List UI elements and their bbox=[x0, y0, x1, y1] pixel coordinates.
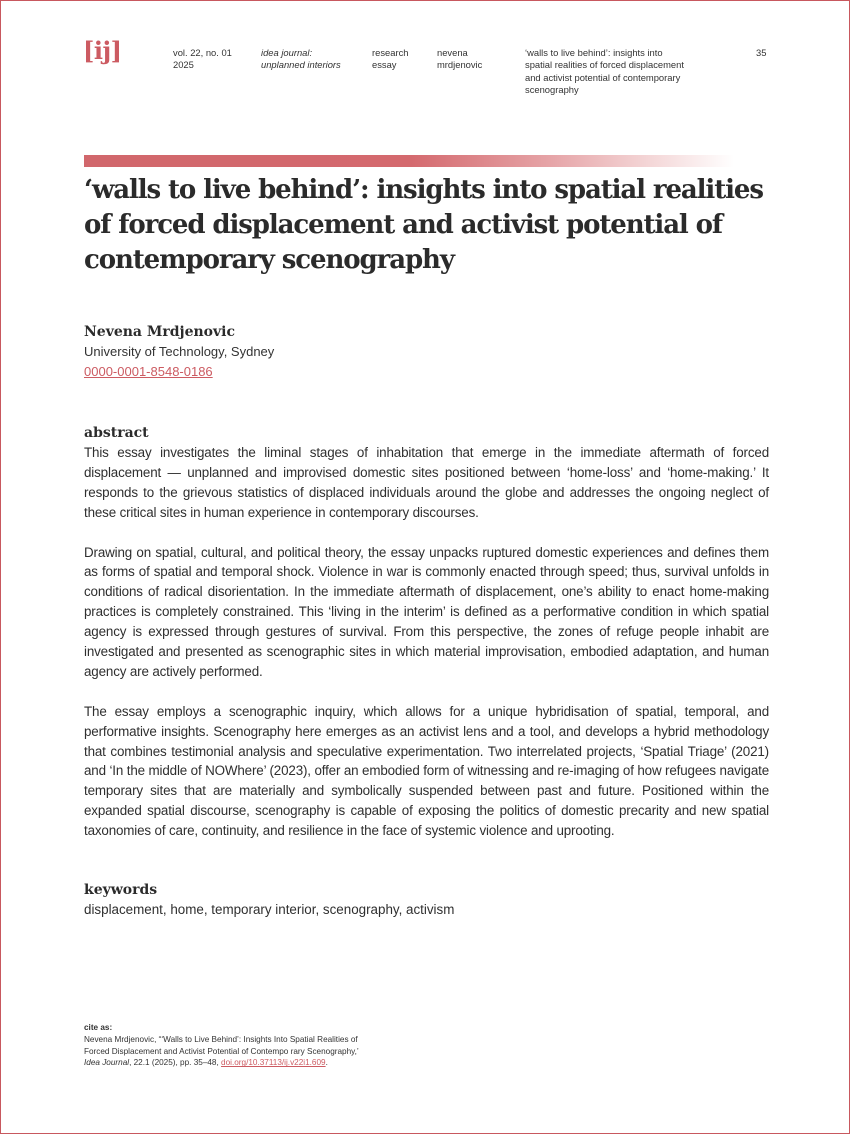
abstract-paragraph: The essay employs a scenographic inquiry, which allows for a unique hybridisation of spatial, temporal, and performative insights. Scenography here emerges as an activist lens and a tool, and develops a hybrid methodology that combines testimonial analysis and speculative experimentation. Two interrelated projects, ‘Spatial Triage’ (2021) and ‘In the middle of NOWhere’ (2023), offer an embodied form of witnessing and re-imaging of how refugees navigate temporary sites that are materially and symbolically suspended between past and future. Positioned within the expanded spatial discourse, scenography is capable of exposing the politics of domestic precarity and new spatial taxonomies of care, continuity, and resilience in the face of systemic violence and uprooting. bbox=[84, 703, 769, 839]
doi-link[interactable]: doi.org/10.37113/ij.v22i1.609 bbox=[221, 1058, 326, 1068]
citation-line: Forced Displacement and Activist Potential of Contempo rary Scenography,’ bbox=[84, 1046, 359, 1056]
article-type bbox=[372, 47, 408, 72]
journal-name-line: unplanned interiors bbox=[261, 59, 341, 71]
accent-bar bbox=[84, 155, 734, 167]
header-author bbox=[437, 47, 482, 72]
page-number: 35 bbox=[756, 47, 767, 58]
short-title-line: scenography bbox=[525, 84, 579, 96]
keywords-heading: keywords bbox=[84, 882, 158, 898]
short-title-line: ‘walls to live behind’: insights into bbox=[525, 47, 663, 58]
year: 2025 bbox=[173, 59, 194, 71]
citation-journal: Idea Journal bbox=[84, 1058, 130, 1068]
keywords-list: displacement, home, temporary interior, scenography, activism bbox=[84, 902, 455, 917]
article-title: ‘walls to live behind’: insights into spatial realities of forced displacement and activist potential of contemporary scenography bbox=[84, 175, 763, 275]
cite-label: cite as: bbox=[84, 1023, 113, 1032]
citation-details: , 22.1 (2025), pp. 35–48, bbox=[129, 1058, 222, 1068]
volume: vol. 22, no. 01 bbox=[173, 47, 232, 58]
abstract-paragraph: Drawing on spatial, cultural, and political theory, the essay unpacks ruptured domestic experiences and defines them as forms of spatial and temporal shock. Violence in war is commonly enacted through speed; thus, survival unfolds in conditions of radical disorientation. In the immediate aftermath of displacement, one’s ability to enact home-making practices is completely constrained. This ‘living in the interim’ is defined as a performative condition in which spatial agency is expressed through gestures of survival. From this perspective, the zones of refuge people inhabit are investigated and presented as scenographic sites in which material improvisation, embodied adaptation, and human agency are actively performed. bbox=[84, 544, 769, 679]
abstract-heading: abstract bbox=[84, 425, 149, 441]
orcid-link[interactable]: 0000-0001-8548-0186 bbox=[84, 364, 213, 379]
short-title-line: spatial realities of forced displacement bbox=[525, 59, 684, 71]
author-block bbox=[84, 322, 274, 382]
citation-block bbox=[84, 1022, 359, 1069]
citation-line bbox=[84, 1057, 359, 1069]
author-name: Nevena Mrdjenovic bbox=[84, 324, 235, 340]
keywords-section bbox=[84, 880, 454, 920]
citation-end: . bbox=[325, 1058, 328, 1068]
short-title bbox=[525, 47, 684, 97]
journal-logo: [ij] bbox=[83, 36, 122, 65]
article-type-line: research bbox=[372, 47, 409, 58]
author-affiliation: University of Technology, Sydney bbox=[84, 344, 275, 359]
volume-info bbox=[173, 47, 232, 72]
citation-line: Nevena Mrdjenovic, “‘Walls to Live Behind’: Insights Into Spatial Realities of bbox=[84, 1034, 358, 1044]
article-type-line: essay bbox=[372, 59, 397, 71]
short-title-line: and activist potential of contemporary bbox=[525, 71, 681, 83]
header-author-line: nevena bbox=[437, 47, 468, 58]
abstract-section bbox=[84, 423, 769, 861]
journal-name bbox=[261, 47, 341, 72]
abstract-paragraph: This essay investigates the liminal stages of inhabitation that emerge in the immediate aftermath of forced displacement — unplanned and improvised domestic sites positioned between ‘home-loss’ and ‘home-making.’ It responds to the grievous statistics of displaced individuals around the globe and addresses the ongoing neglect of these critical sites in human experience in contemporary discourses. bbox=[84, 445, 769, 520]
journal-name-line: idea journal: bbox=[261, 47, 313, 58]
header-author-line: mrdjenovic bbox=[437, 59, 483, 71]
